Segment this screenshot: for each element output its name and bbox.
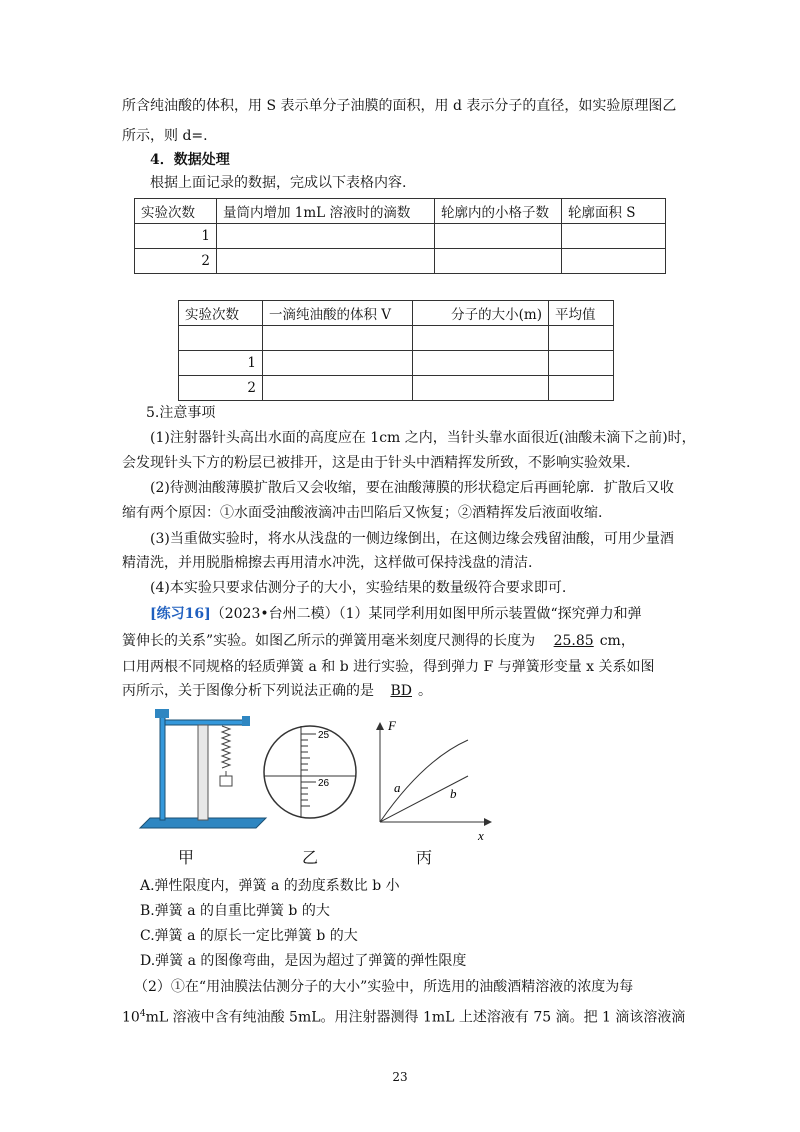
exercise-text: 簧伸长的关系”实验。如图乙所示的弹簧用毫米刻度尺测得的长度为 xyxy=(122,633,536,649)
answer-length: 25.85 xyxy=(553,633,594,649)
part2-text: mL 溶液中含有纯油酸 5mL。用注射器测得 1mL 上述溶液有 75 滴。把 1 滴该溶液滴 xyxy=(145,1009,686,1026)
tick-label: 25 xyxy=(318,730,330,741)
note-line: (4)本实验只要求估测分子的大小，实验结果的数量级符合要求即可. xyxy=(150,580,567,596)
table-header-cell: 平均值 xyxy=(549,301,614,326)
ruler-reading-diagram xyxy=(264,726,356,818)
magnifier-circle xyxy=(264,726,356,818)
table-header-cell: 实验次数 xyxy=(135,199,217,224)
table-cell xyxy=(562,224,666,249)
table-cell xyxy=(263,376,413,401)
part2-line: （2）①在“用油膜法估测分子的大小”实验中，所选用的油酸酒精溶液的浓度为每 xyxy=(134,979,634,995)
table-header-row xyxy=(179,301,614,326)
table-cell xyxy=(217,224,435,249)
clamp xyxy=(155,709,169,718)
table-row xyxy=(179,326,614,351)
table-cell xyxy=(263,351,413,376)
table-cell xyxy=(562,249,666,274)
note-line: 会发现针头下方的粉层已被排开，这是由于针头中酒精挥发所致，不影响实验效果. xyxy=(122,455,631,471)
table-row xyxy=(135,249,666,274)
table-header-cell: 轮廓内的小格子数 xyxy=(435,199,562,224)
table-row xyxy=(179,376,614,401)
table-header-cell: 实验次数 xyxy=(179,301,263,326)
section-heading: 4．数据处理 xyxy=(150,152,230,168)
force-extension-graph xyxy=(376,718,492,840)
table-header-cell: 分子的大小(m) xyxy=(413,301,549,326)
curve-label-b: b xyxy=(450,786,457,801)
figure-caption: 丙 xyxy=(416,848,433,867)
table-cell xyxy=(435,224,562,249)
ruler xyxy=(198,725,208,820)
table-header-row xyxy=(135,199,666,224)
note-line: (3)当重做实验时，将水从浅盘的一侧边缘倒出，在这侧边缘会残留油酸，可用少量酒 xyxy=(150,531,674,547)
table-cell xyxy=(263,326,413,351)
exercise-text: 丙所示，关于图像分析下列说法正确的是 xyxy=(122,683,374,699)
exercise-tag: [练习16] xyxy=(150,606,211,622)
data-table-1 xyxy=(134,198,666,274)
option-b: B.弹簧 a 的自重比弹簧 b 的大 xyxy=(140,903,330,919)
table-cell xyxy=(549,326,614,351)
tick-label: 26 xyxy=(318,778,330,789)
figure-caption: 乙 xyxy=(302,848,319,867)
table-cell xyxy=(549,376,614,401)
page-number: 23 xyxy=(392,1070,408,1084)
section-heading: 5.注意事项 xyxy=(146,405,216,421)
table-header-cell: 轮廓面积 S xyxy=(562,199,666,224)
figure-caption: 甲 xyxy=(178,848,195,867)
note-line: 精清洗，并用脱脂棉擦去再用清水冲洗，这样做可保持浅盘的清洁. xyxy=(122,555,533,571)
table-cell xyxy=(217,249,435,274)
answer-choice: BD xyxy=(390,683,412,699)
curve-label-a: a xyxy=(394,780,401,795)
exponent: 4 xyxy=(139,1009,146,1019)
spring-coil xyxy=(222,726,230,768)
option-c: C.弹簧 a 的原长一定比弹簧 b 的大 xyxy=(140,928,358,944)
stand-arm xyxy=(165,720,245,725)
exercise-line xyxy=(150,604,642,624)
section-intro: 根据上面记录的数据，完成以下表格内容. xyxy=(150,175,407,191)
table-cell xyxy=(435,249,562,274)
unit-text: cm， xyxy=(599,633,635,649)
exercise-line: 口用两根不同规格的轻质弹簧 a 和 b 进行实验，得到弹力 F 与弹簧形变量 x 关系如图 xyxy=(122,659,655,675)
table-header-cell: 一滴纯油酸的体积 V xyxy=(263,301,413,326)
table-cell xyxy=(413,351,549,376)
x-axis-arrow-icon xyxy=(484,818,492,826)
table-cell: 2 xyxy=(179,376,263,401)
table-cell xyxy=(549,351,614,376)
exercise-line xyxy=(122,681,432,701)
table-header-cell: 量筒内增加 1mL 溶液时的滴数 xyxy=(217,199,435,224)
y-axis-arrow-icon xyxy=(376,722,384,730)
ruler-ticks xyxy=(301,734,316,806)
para-line: 所含纯油酸的体积，用 S 表示单分子油膜的面积，用 d 表示分子的直径，如实验原理图乙 xyxy=(122,98,677,114)
table-cell: 1 xyxy=(179,351,263,376)
table-cell xyxy=(413,326,549,351)
exercise-text: 。 xyxy=(417,683,432,699)
experiment-figure xyxy=(138,700,498,840)
arm-clamp xyxy=(242,716,250,726)
data-table-2 xyxy=(178,300,614,401)
table-row xyxy=(179,351,614,376)
note-line: (1)注射器针头高出水面的高度应在 1cm 之内，当针头靠水面很近(油酸未滴下之前)时， xyxy=(150,430,696,446)
option-a: A.弹性限度内，弹簧 a 的劲度系数比 b 小 xyxy=(140,878,400,894)
weight xyxy=(220,776,232,786)
table-cell xyxy=(179,326,263,351)
exercise-text: （2023•台州二模）（1）某同学利用如图甲所示装置做“探究弹力和弹 xyxy=(210,606,642,622)
axis-label-f: F xyxy=(388,718,396,733)
exercise-line xyxy=(122,631,635,651)
part2-text: 10 xyxy=(122,1009,140,1026)
spring-stand-diagram xyxy=(140,709,266,828)
note-line: 缩有两个原因：①水面受油酸液滴冲击凹陷后又恢复；②酒精挥发后液面收缩. xyxy=(122,505,603,521)
para-line: 所示，则 d=. xyxy=(122,128,208,144)
table-cell: 1 xyxy=(135,224,217,249)
note-line: (2)待测油酸薄膜扩散后又会收缩，要在油酸薄膜的形状稳定后再画轮廓．扩散后又收 xyxy=(150,480,674,496)
axis-label-x: x xyxy=(478,828,484,840)
table-cell xyxy=(413,376,549,401)
table-cell: 2 xyxy=(135,249,217,274)
part2-line xyxy=(122,1004,685,1028)
option-d: D.弹簧 a 的图像弯曲，是因为超过了弹簧的弹性限度 xyxy=(140,953,467,969)
table-row xyxy=(135,224,666,249)
stand-pole xyxy=(160,710,165,820)
